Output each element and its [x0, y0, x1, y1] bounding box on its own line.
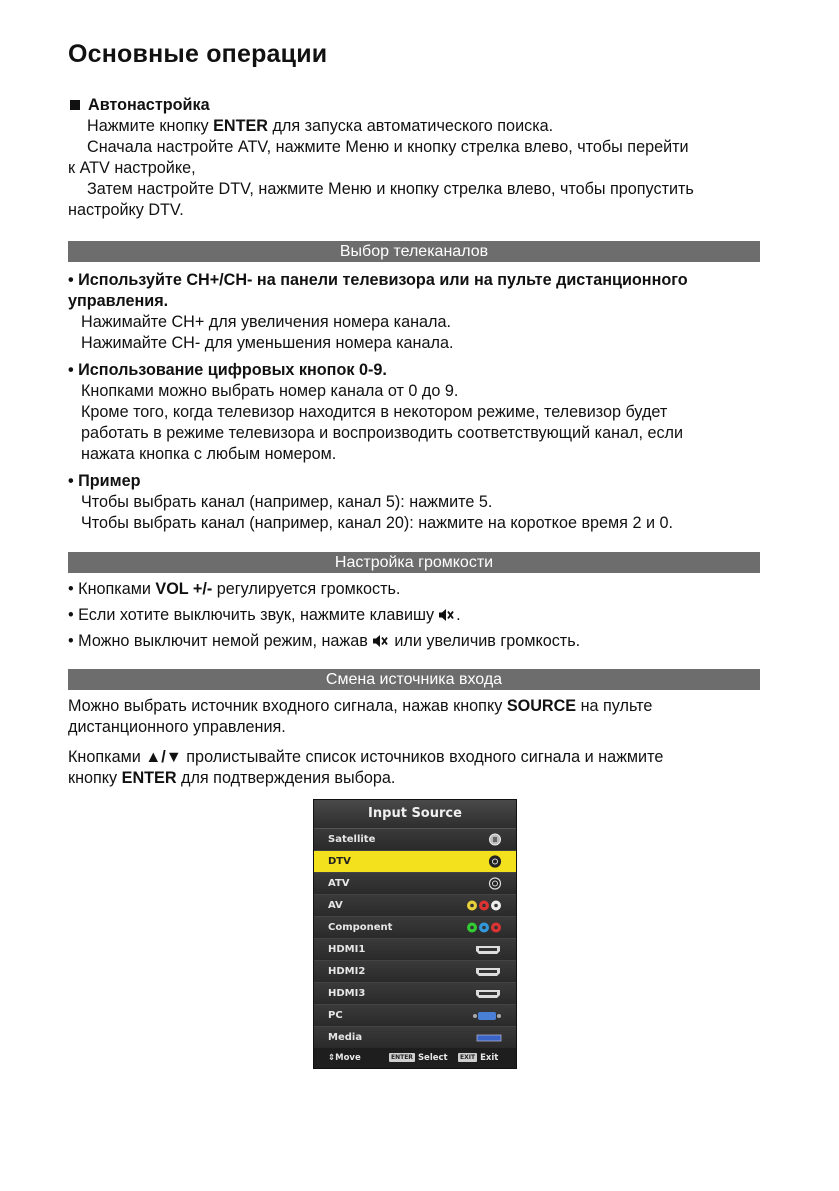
source-item-label: HDMI2 — [328, 966, 366, 977]
autotune-line3b: настройку DTV. — [68, 201, 184, 219]
source-p1-line2: дистанционного управления. — [68, 718, 286, 736]
atv-connector-icon — [488, 877, 502, 890]
source-item-label: ATV — [328, 878, 350, 889]
channels-b1-title2: управления. — [68, 292, 169, 310]
volume-line1: • Кнопками VOL +/- регулируется громкость. — [68, 580, 401, 598]
source-item-satellite[interactable] — [314, 829, 516, 851]
autotune-heading: Автонастройка — [88, 96, 210, 114]
source-item-label: PC — [328, 1010, 343, 1021]
source-p2: Кнопками ▲/▼ пролистывайте список источников входного сигнала и нажмите — [68, 748, 664, 766]
source-item-label: Media — [328, 1032, 363, 1043]
mute-icon — [372, 634, 388, 648]
volume-line3: • Можно выключит немой режим, нажав или увеличив громкость. — [68, 632, 581, 650]
satellite-connector-icon — [488, 833, 502, 846]
source-item-hdmi3[interactable] — [314, 983, 516, 1005]
source-item-hdmi2[interactable] — [314, 961, 516, 983]
autotune-line1: Нажмите кнопку ENTER для запуска автоматического поиска. — [87, 117, 554, 135]
volume-bar: Настройка громкости — [68, 552, 760, 573]
channels-b3-line2: Чтобы выбрать канал (например, канал 20): нажмите на короткое время 2 и 0. — [81, 514, 673, 532]
pc-connector-icon — [472, 1009, 502, 1022]
channels-bar: Выбор телеканалов — [68, 241, 760, 262]
up-down-icon: ⇕ — [328, 1053, 336, 1063]
menu-footer — [314, 1048, 516, 1068]
source-item-label: DTV — [328, 856, 351, 867]
source-item-hdmi1[interactable] — [314, 939, 516, 961]
square-bullet-icon — [70, 100, 80, 110]
component-connector-icon — [466, 921, 502, 934]
autotune-line3: Затем настройте DTV, нажмите Меню и кнопку стрелка влево, чтобы пропустить — [87, 180, 694, 198]
source-p1: Можно выбрать источник входного сигнала, нажав кнопку SOURCE на пульте — [68, 697, 653, 715]
exit-key-icon: EXIT — [460, 1054, 476, 1061]
channels-b2-line1: Кнопками можно выбрать номер канала от 0 до 9. — [81, 382, 459, 400]
select-hint: ENTER Select — [391, 1053, 448, 1063]
source-bar: Смена источника входа — [68, 669, 760, 690]
source-item-label: AV — [328, 900, 343, 911]
channels-b1-title: • Используйте CH+/CH- на панели телевизора или на пульте дистанционного — [68, 271, 688, 289]
source-list — [314, 829, 516, 1049]
hdmi2-connector-icon — [474, 965, 502, 978]
volume-section — [68, 552, 760, 652]
source-item-label: HDMI1 — [328, 944, 366, 955]
source-item-dtv[interactable] — [314, 851, 516, 873]
source-item-atv[interactable] — [314, 873, 516, 895]
channels-b2-title: • Использование цифровых кнопок 0-9. — [68, 361, 387, 379]
channels-b2-line2: Кроме того, когда телевизор находится в некотором режиме, телевизор будет — [81, 403, 668, 421]
input-source-menu — [313, 799, 517, 1069]
move-hint: ⇕Move — [328, 1053, 361, 1063]
source-p2-line2: кнопку ENTER для подтверждения выбора. — [68, 769, 396, 787]
channels-b2-line3: работать в режиме телевизора и воспроизводить соответствующий канал, если — [81, 424, 684, 442]
volume-line2: • Если хотите выключить звук, нажмите клавишу . — [68, 606, 461, 624]
source-item-label: Component — [328, 922, 393, 933]
autotune-section — [68, 95, 760, 221]
hdmi3-connector-icon — [474, 987, 502, 1000]
source-item-av[interactable] — [314, 895, 516, 917]
channels-b3-title: • Пример — [68, 472, 141, 490]
channels-b3-line1: Чтобы выбрать канал (например, канал 5): нажмите 5. — [81, 493, 493, 511]
source-item-label: Satellite — [328, 834, 376, 845]
media-connector-icon — [476, 1031, 502, 1044]
av-connector-icon — [466, 899, 502, 912]
channels-b2-line4: нажата кнопка с любым номером. — [81, 445, 337, 463]
channels-b1-line1: Нажимайте CH+ для увеличения номера канала. — [81, 313, 452, 331]
autotune-line2b: к ATV настройке, — [68, 159, 196, 177]
page-title: Основные операции — [68, 40, 328, 68]
channels-b1-line2: Нажимайте CH- для уменьшения номера канала. — [81, 334, 454, 352]
source-item-component[interactable] — [314, 917, 516, 939]
source-item-media[interactable] — [314, 1027, 516, 1049]
menu-title: Input Source — [314, 800, 516, 829]
mute-icon — [438, 608, 454, 622]
source-item-pc[interactable] — [314, 1005, 516, 1027]
autotune-line2: Сначала настройте ATV, нажмите Меню и кнопку стрелка влево, чтобы перейти — [87, 138, 689, 156]
channels-section — [68, 241, 760, 534]
hdmi1-connector-icon — [474, 943, 502, 956]
exit-hint: EXIT Exit — [460, 1053, 499, 1063]
dtv-connector-icon — [488, 855, 502, 868]
enter-key-icon: ENTER — [391, 1054, 413, 1061]
source-section — [68, 669, 760, 789]
source-item-label: HDMI3 — [328, 988, 366, 999]
